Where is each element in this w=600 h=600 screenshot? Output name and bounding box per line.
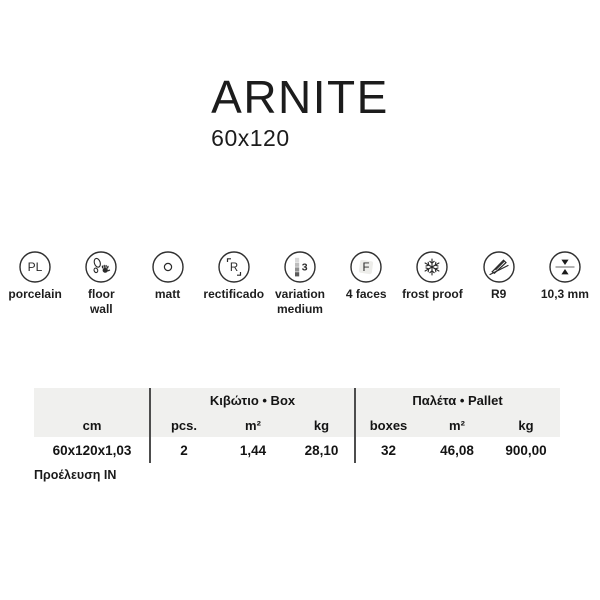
page-title: ARNITE (211, 71, 389, 123)
icon-label: porcelain (8, 287, 62, 301)
icon-label: frost proof (402, 287, 463, 301)
svg-text:3: 3 (301, 261, 308, 274)
porcelain-icon (18, 250, 52, 284)
group-header-pallet: Παλέτα • Pallet (412, 393, 503, 408)
shoe-on-ramp-icon (490, 260, 508, 274)
cell-boxes: 32 (380, 442, 397, 458)
page-subtitle: 60x120 (211, 125, 290, 151)
thickness-icon (548, 250, 582, 284)
icon-label: matt (154, 287, 181, 301)
cell-pallet-kg: 900,00 (505, 442, 547, 458)
attribute-matt (134, 250, 200, 317)
attribute-porcelain (2, 250, 68, 317)
cell-pcs: 2 (180, 442, 188, 458)
slip-rating-icon (482, 250, 516, 284)
column-header-box-m2: m² (245, 417, 261, 433)
column-header-pcs: pcs. (170, 417, 197, 433)
hand-print-icon (103, 265, 110, 272)
table-divider (149, 388, 151, 463)
svg-text:R: R (229, 262, 238, 274)
svg-text:F: F (362, 262, 370, 274)
icon-label: floor wall (87, 287, 115, 316)
icon-label: rectificado (203, 287, 265, 301)
attribute-rectified (201, 250, 267, 317)
title-block (0, 71, 600, 152)
faces-icon (349, 250, 383, 284)
table-row (34, 437, 560, 463)
attribute-frost-proof (399, 250, 465, 317)
icon-label: R9 (490, 287, 507, 301)
packaging-table (34, 388, 560, 463)
svg-text:PL: PL (27, 260, 43, 275)
variation-icon (283, 250, 317, 284)
table-header (34, 388, 560, 437)
cell-box-kg: 28,10 (304, 442, 339, 458)
frost-proof-icon (415, 250, 449, 284)
group-header-box: Κιβώτιο • Box (209, 393, 296, 408)
attribute-thickness (532, 250, 598, 317)
floor-wall-icon (84, 250, 118, 284)
icon-label: 10,3 mm (540, 287, 589, 301)
column-header-pallet-m2: m² (449, 417, 465, 433)
cell-size: 60x120x1,03 (52, 442, 132, 458)
attribute-faces (333, 250, 399, 317)
column-header-cm: cm (82, 417, 102, 433)
attribute-icons-row (2, 250, 598, 317)
snowflake-icon (425, 259, 439, 275)
origin-note: Προέλευση IN (34, 468, 117, 482)
attribute-floor-wall (68, 250, 134, 317)
column-header-pallet-kg: kg (518, 417, 534, 433)
matt-icon (151, 250, 185, 284)
table-divider (354, 388, 356, 463)
rectified-icon (217, 250, 251, 284)
cell-box-m2: 1,44 (239, 442, 267, 458)
cell-pallet-m2: 46,08 (440, 442, 474, 458)
icon-label: 4 faces (345, 287, 387, 301)
column-header-boxes: boxes (369, 417, 408, 433)
column-header-box-kg: kg (313, 417, 330, 433)
foot-print-icon (93, 258, 101, 273)
attribute-slip-rating (466, 250, 532, 317)
attribute-variation (267, 250, 333, 317)
icon-label: variation medium (274, 287, 325, 316)
